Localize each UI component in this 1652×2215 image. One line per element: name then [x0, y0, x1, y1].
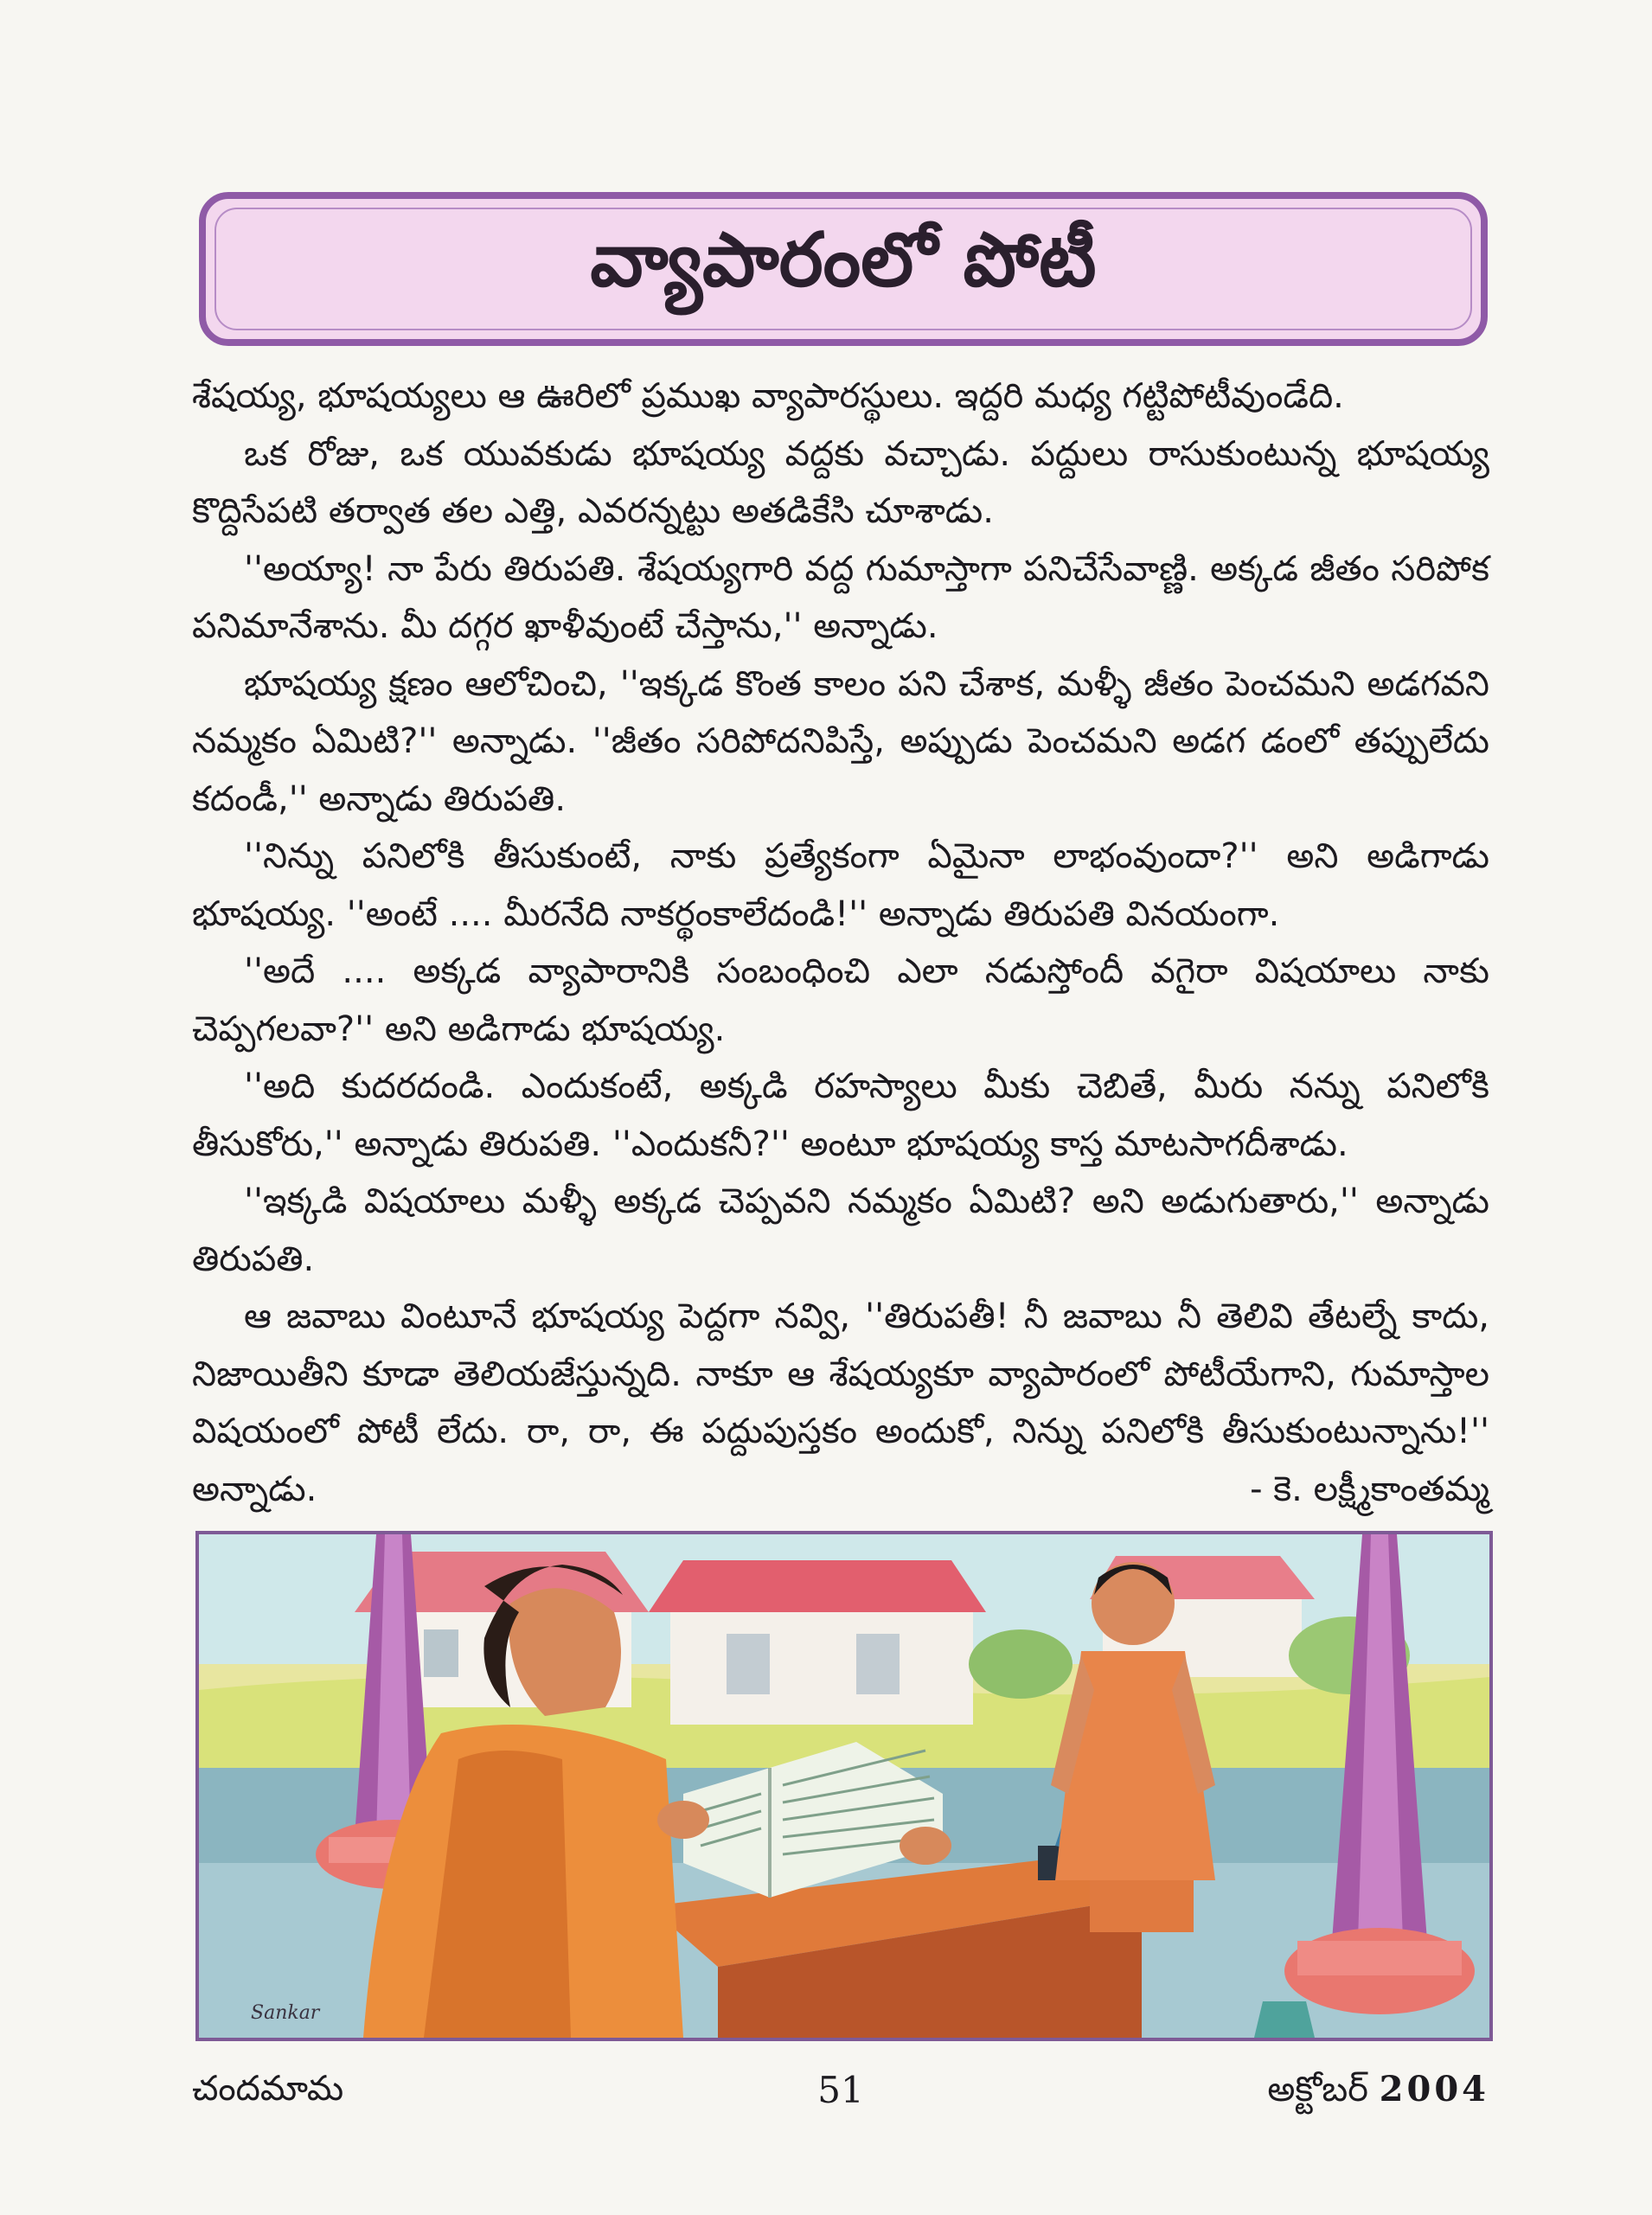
magazine-name: చందమామ: [192, 2069, 344, 2109]
author-credit: - కె. లక్ష్మీకాంతమ్మ: [1250, 1469, 1489, 1509]
story-title-banner: [199, 192, 1488, 346]
story-paragraph-8: ''ఇక్కడి విషయాలు మళ్ళీ అక్కడ చెప్పవని నమ్మకం ఏమిటి? అని అడుగుతారు,'' అన్నాడు తిరుపతి.: [192, 1181, 1489, 1279]
story-paragraph-4: భూషయ్య క్షణం ఆలోచించి, ''ఇక్కడ కొంత కాలం పని చేశాక, మళ్ళీ జీతం పెంచమని అడగవని నమ్మకం ఏమిటి?'' అన్నాడు. ''జీతం సరిపోదనిపిస్తే, అప్పుడు పెంచమని అడగ డంలో తప్పులేదు కదండీ,'' అన్నాడు తిరుపతి.: [192, 663, 1489, 819]
story-paragraph-9: ఆ జవాబు వింటూనే భూషయ్య పెద్దగా నవ్వి, ''తిరుపతీ! నీ జవాబు నీ తెలివి తేటల్నే కాదు, నిజాయితీని కూడా తెలియజేస్తున్నది. నాకూ ఆ శేషయ్యకూ వ్యాపారంలో పోటీయేగాని, గుమాస్తాల విషయంలో పోటీ లేదు. రా, రా, ఈ పద్దుపుస్తకం అందుకో, నిన్ను పనిలోకి తీసుకుంటున్నాను!'' అన్నాడు.: [192, 1296, 1489, 1509]
story-body: [192, 368, 1489, 1518]
issue-year: 2004: [1379, 2069, 1489, 2109]
issue-month: అక్టోబర్: [1267, 2070, 1368, 2109]
story-paragraph-6: ''అదే .... అక్కడ వ్యాపారానికి సంబంధించి ఎలా నడుస్తోందీ వగైరా విషయాలు నాకు చెప్పగలవా?'' అని అడిగాడు భూషయ్య.: [192, 951, 1489, 1049]
illustration-drawing: [199, 1534, 1489, 2038]
story-paragraph-5: ''నిన్ను పనిలోకి తీసుకుంటే, నాకు ప్రత్యేకంగా ఏమైనా లాభంవుందా?'' అని అడిగాడు భూషయ్య. ''అంటే .... మీరనేది నాకర్థంకాలేదండి!'' అన్నాడు తిరుపతి వినయంగా.: [192, 836, 1489, 934]
page-footer: [192, 2069, 1489, 2129]
artist-signature: Sankar: [251, 2002, 320, 2024]
story-paragraph-3: ''అయ్యా! నా పేరు తిరుపతి. శేషయ్యగారి వద్ద గుమాస్తాగా పనిచేసేవాణ్ణి. అక్కడ జీతం సరిపోక పనిమానేశాను. మీ దగ్గర ఖాళీవుంటే చేస్తాను,'' అన్నాడు.: [192, 548, 1489, 646]
story-paragraph-7: ''అది కుదరదండి. ఎందుకంటే, అక్కడి రహస్యాలు మీకు చెబితే, మీరు నన్ను పనిలోకి తీసుకోరు,'' అన్నాడు తిరుపతి. ''ఎందుకనీ?'' అంటూ భూషయ్య కాస్త మాటసాగదీశాడు.: [192, 1066, 1489, 1164]
story-paragraph-2: ఒక రోజు, ఒక యువకుడు భూషయ్య వద్దకు వచ్చాడు. పద్దులు రాసుకుంటున్న భూషయ్య కొద్దిసేపటి తర్వాత తల ఎత్తి, ఎవరన్నట్టు అతడికేసి చూశాడు.: [192, 433, 1489, 531]
story-illustration: [195, 1531, 1493, 2041]
story-paragraph-1: శేషయ్య, భూషయ్యలు ఆ ఊరిలో ప్రముఖ వ్యాపారస్థులు. ఇద్దరి మధ్య గట్టిపోటీవుండేది.: [192, 376, 1344, 416]
page-number: 51: [817, 2069, 864, 2111]
story-title: వ్యాపారంలో పోటీ: [590, 216, 1097, 304]
issue-date: [1267, 2069, 1489, 2118]
